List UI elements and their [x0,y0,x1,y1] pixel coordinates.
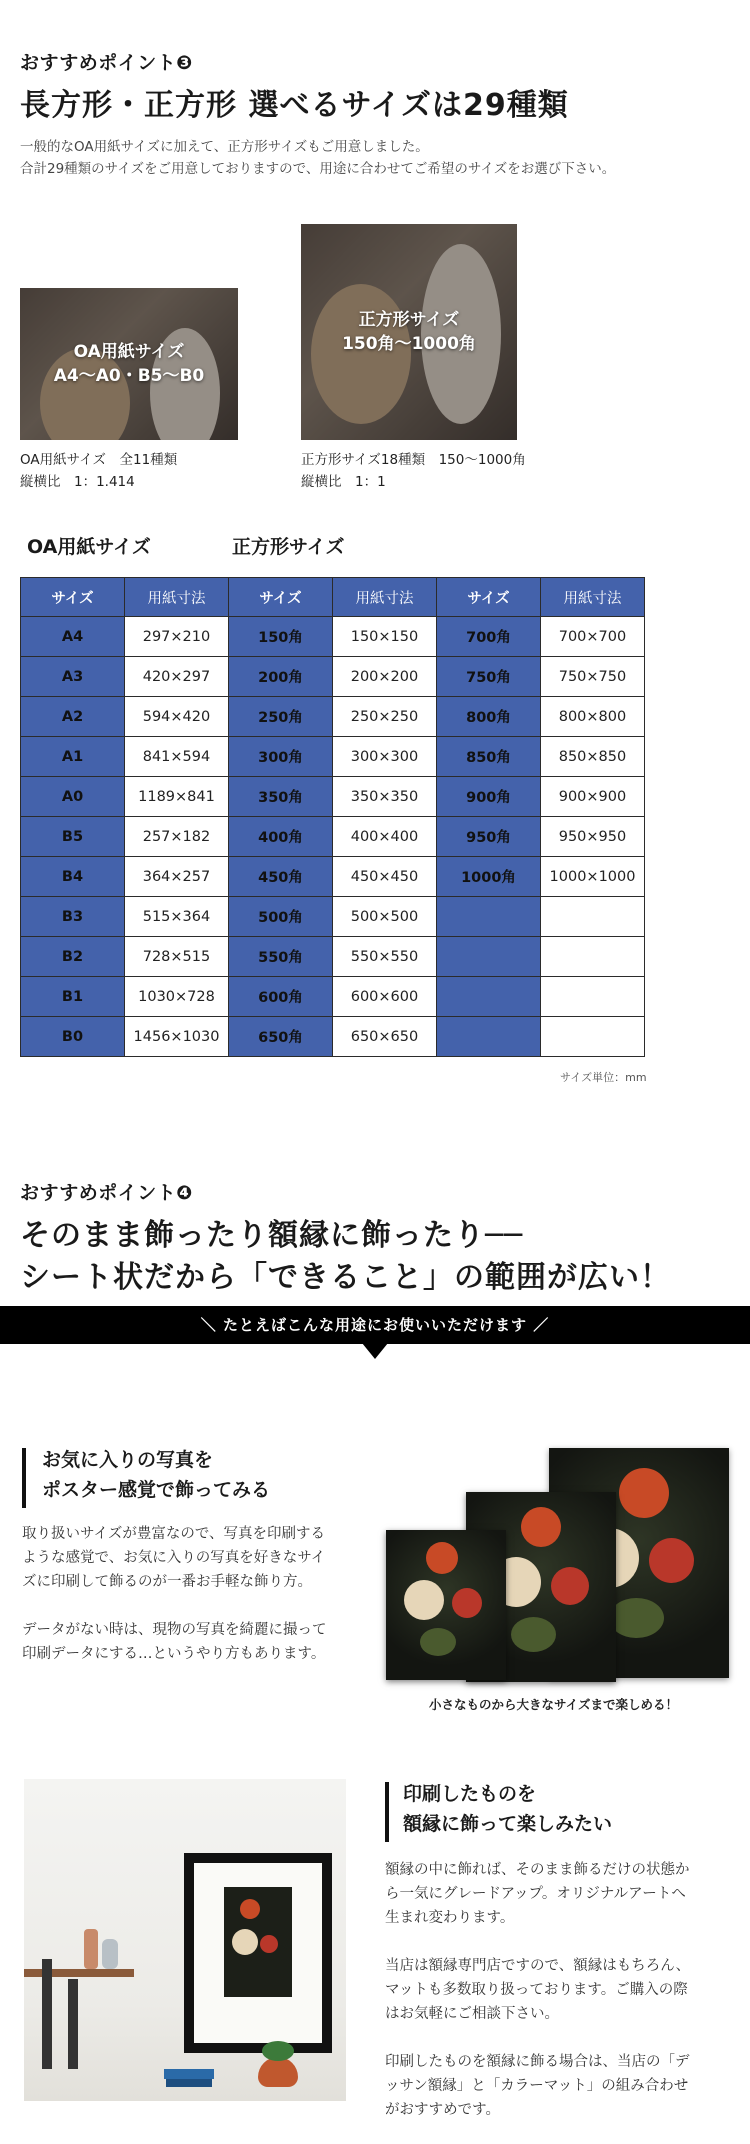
section4-title-line1: そのまま飾ったり額縁に飾ったり── [20,1218,524,1253]
size-name-cell: B3 [21,897,125,937]
framed-art-photo [24,1779,346,2101]
block1-p1-line3: ズに印刷して飾るのが一番お手軽な飾り方。 [22,1574,312,1590]
paper-dimension-cell: 400×400 [333,817,437,857]
block2-p3-line2: ッサン額縁」と「カラーマット」の組み合わせ [385,2078,689,2094]
size-name-cell: A4 [21,617,125,657]
painting-small [386,1530,506,1680]
block2-p2-line3: はお気軽にご相談下さい。 [385,2006,559,2022]
size-name-cell: 700角 [437,617,541,657]
size-name-cell: 350角 [229,777,333,817]
block2-heading-line2: 額縁に飾って楽しみたい [403,1813,613,1835]
paper-dimension-cell: 300×300 [333,737,437,777]
size-name-cell: B4 [21,857,125,897]
oa-caption-line1: OA用紙サイズ 全11種類 [20,452,178,468]
block2-heading-line1: 印刷したものを [403,1783,537,1805]
square-photo-overlay-line1: 正方形サイズ [358,310,460,330]
paper-dimension-cell [541,897,645,937]
paper-dimension-cell: 200×200 [333,657,437,697]
paper-dimension-cell: 500×500 [333,897,437,937]
size-name-cell: 200角 [229,657,333,697]
table-row [21,817,645,857]
size-name-cell: 1000角 [437,857,541,897]
block2-p2-line2: マットも多数取り扱っております。ご購入の際 [385,1982,688,1998]
table-row [21,857,645,897]
table-header-cell: サイズ [229,578,333,617]
size-name-cell: 900角 [437,777,541,817]
size-name-cell: 250角 [229,697,333,737]
oa-size-photo [20,288,238,440]
paper-dimension-cell: 850×850 [541,737,645,777]
block2-p1-line3: 生まれ変わります。 [385,1910,515,1926]
size-name-cell: 400角 [229,817,333,857]
size-name-cell: 800角 [437,697,541,737]
block1-heading-line2: ポスター感覚で飾ってみる [42,1479,271,1501]
paper-dimension-cell: 950×950 [541,817,645,857]
oa-photo-overlay-line1: OA用紙サイズ [73,342,185,362]
block2-p2-line1: 当店は額縁専門店ですので、額縁はもちろん、 [385,1958,691,1974]
block1-p1-line1: 取り扱いサイズが豊富なので、写真を印刷する [22,1526,326,1542]
block2-p1-line1: 額縁の中に飾れば、そのまま飾るだけの状態か [385,1862,690,1878]
size-name-cell: 750角 [437,657,541,697]
banner-arrow-icon [362,1343,388,1359]
paper-dimension-cell [541,1017,645,1057]
size-name-cell: A1 [21,737,125,777]
square-photo-overlay-line2: 150角〜1000角 [342,334,476,354]
oa-caption-line2: 縦横比 1：1.414 [20,474,135,490]
size-name-cell: B5 [21,817,125,857]
paper-dimension-cell: 515×364 [125,897,229,937]
size-name-cell: 550角 [229,937,333,977]
table-row [21,977,645,1017]
paper-dimension-cell: 450×450 [333,857,437,897]
paper-dimension-cell: 150×150 [333,617,437,657]
section3-lead-line1: 一般的なOA用紙サイズに加えて、正方形サイズもご用意しました。 [20,139,429,155]
section4-eyebrow: おすすめポイント❹ [20,1182,193,1204]
table-header-row [21,578,645,617]
size-name-cell: 950角 [437,817,541,857]
size-name-cell: B0 [21,1017,125,1057]
size-name-cell [437,1017,541,1057]
table-row [21,697,645,737]
size-name-cell: B1 [21,977,125,1017]
table-header-cell: 用紙寸法 [125,578,229,617]
size-name-cell: 600角 [229,977,333,1017]
paper-dimension-cell: 1030×728 [125,977,229,1017]
table-header-cell: サイズ [437,578,541,617]
size-name-cell [437,937,541,977]
size-table [20,577,645,1057]
paper-dimension-cell: 600×600 [333,977,437,1017]
square-caption-line2: 縦横比 1：1 [301,474,386,490]
table-row [21,897,645,937]
paper-dimension-cell: 900×900 [541,777,645,817]
square-size-photo [301,224,517,440]
size-name-cell [437,897,541,937]
paper-dimension-cell: 728×515 [125,937,229,977]
block2-p3-line3: がおすすめです。 [385,2102,500,2118]
size-name-cell: 300角 [229,737,333,777]
paper-dimension-cell: 700×700 [541,617,645,657]
oa-photo-overlay-line2: A4〜A0・B5〜B0 [53,366,205,386]
paper-dimension-cell: 800×800 [541,697,645,737]
table-header-cell: 用紙寸法 [541,578,645,617]
table-header-cell: サイズ [21,578,125,617]
section3-title: 長方形・正方形 選べるサイズは29種類 [20,88,569,123]
paper-dimension-cell: 350×350 [333,777,437,817]
block1-accent-bar [22,1448,26,1508]
table-row [21,777,645,817]
paper-dimension-cell: 364×257 [125,857,229,897]
paper-dimension-cell: 257×182 [125,817,229,857]
paper-dimension-cell: 250×250 [333,697,437,737]
size-name-cell: 650角 [229,1017,333,1057]
paper-dimension-cell: 650×650 [333,1017,437,1057]
block1-heading-line1: お気に入りの写真を [42,1449,214,1471]
usage-banner: ＼ たとえばこんな用途にお使いいただけます ／ [0,1306,750,1344]
paper-dimension-cell: 420×297 [125,657,229,697]
block1-p2-line1: データがない時は、現物の写真を綺麗に撮って [22,1622,327,1638]
block2-p3-line1: 印刷したものを額縁に飾る場合は、当店の「デ [385,2054,690,2070]
paper-dimension-cell: 594×420 [125,697,229,737]
paintings-caption: 小さなものから大きなサイズまで楽しめる！ [429,1697,679,1712]
paper-dimension-cell: 1189×841 [125,777,229,817]
section3-lead-line2: 合計29種類のサイズをご用意しておりますので、用途に合わせてご希望のサイズをお選び下さい。 [20,161,616,177]
size-name-cell: 850角 [437,737,541,777]
size-name-cell: 500角 [229,897,333,937]
paper-dimension-cell: 550×550 [333,937,437,977]
section4-title-line2: シート状だから「できること」の範囲が広い！ [20,1260,671,1295]
paper-dimension-cell: 841×594 [125,737,229,777]
size-unit-note: サイズ単位：mm [560,1071,647,1084]
table-row [21,617,645,657]
table-row [21,657,645,697]
size-name-cell: A3 [21,657,125,697]
table-header-cell: 用紙寸法 [333,578,437,617]
size-name-cell: A2 [21,697,125,737]
paper-dimension-cell: 750×750 [541,657,645,697]
table-row [21,937,645,977]
size-name-cell: A0 [21,777,125,817]
size-name-cell: B2 [21,937,125,977]
paper-dimension-cell [541,937,645,977]
paper-dimension-cell: 297×210 [125,617,229,657]
section3-eyebrow: おすすめポイント❸ [20,52,193,74]
paper-dimension-cell: 1456×1030 [125,1017,229,1057]
table-heading-oa: OA用紙サイズ [27,536,151,558]
block2-p1-line2: ら一気にグレードアップ。オリジナルアートへ [385,1886,686,1902]
size-name-cell: 450角 [229,857,333,897]
block2-accent-bar [385,1782,389,1842]
table-row [21,737,645,777]
table-heading-square: 正方形サイズ [232,536,345,558]
square-caption-line1: 正方形サイズ18種類 150〜1000角 [301,452,526,468]
size-name-cell [437,977,541,1017]
block1-p1-line2: ような感覚で、お気に入りの写真を好きなサイ [22,1550,326,1566]
block1-p2-line2: 印刷データにする…というやり方もあります。 [22,1646,326,1662]
table-row [21,1017,645,1057]
size-name-cell: 150角 [229,617,333,657]
paper-dimension-cell [541,977,645,1017]
paper-dimension-cell: 1000×1000 [541,857,645,897]
